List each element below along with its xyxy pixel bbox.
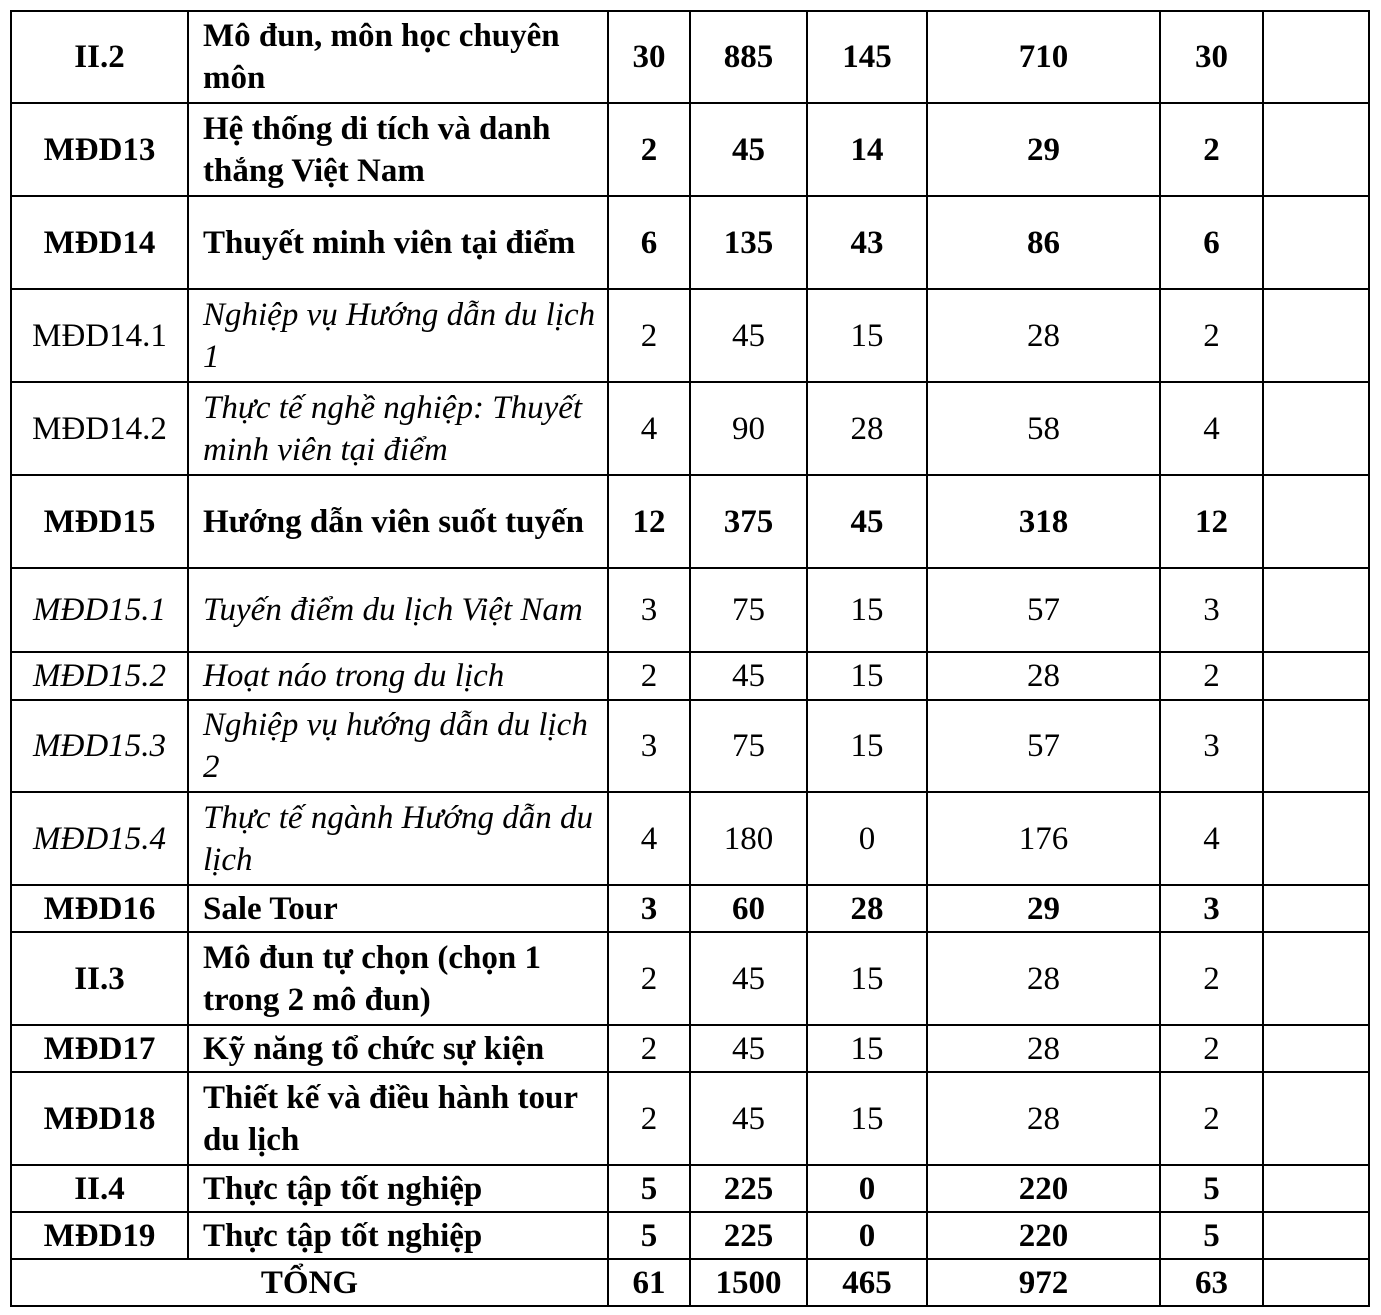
total-hours-sum-cell: 1500 — [690, 1259, 807, 1306]
theory-hours-cell: 0 — [807, 1212, 927, 1259]
module-code-cell: MĐD16 — [11, 885, 188, 932]
table-row — [11, 1212, 1369, 1259]
theory-hours-cell: 28 — [807, 885, 927, 932]
module-code-cell: II.3 — [11, 932, 188, 1025]
table-row — [11, 1165, 1369, 1212]
module-code-cell: II.4 — [11, 1165, 188, 1212]
theory-hours-cell: 15 — [807, 289, 927, 382]
exam-cell: 6 — [1160, 196, 1263, 289]
exam-cell: 12 — [1160, 475, 1263, 568]
note-cell — [1263, 382, 1369, 475]
note-cell — [1263, 652, 1369, 700]
total-hours-cell: 45 — [690, 289, 807, 382]
note-cell — [1263, 289, 1369, 382]
theory-hours-cell: 43 — [807, 196, 927, 289]
total-hours-cell: 225 — [690, 1165, 807, 1212]
practice-hours-cell: 220 — [927, 1165, 1160, 1212]
total-hours-cell: 45 — [690, 1072, 807, 1165]
theory-hours-cell: 28 — [807, 382, 927, 475]
note-cell — [1263, 103, 1369, 196]
practice-hours-cell: 220 — [927, 1212, 1160, 1259]
theory-hours-cell: 15 — [807, 568, 927, 652]
total-note-cell — [1263, 1259, 1369, 1306]
credits-cell: 5 — [608, 1165, 690, 1212]
credits-cell: 2 — [608, 652, 690, 700]
table-body — [11, 11, 1369, 1306]
theory-hours-cell: 15 — [807, 1025, 927, 1072]
practice-hours-cell: 318 — [927, 475, 1160, 568]
note-cell — [1263, 1212, 1369, 1259]
credits-cell: 4 — [608, 792, 690, 885]
module-name-cell: Hoạt náo trong du lịch — [188, 652, 608, 700]
theory-hours-cell: 0 — [807, 792, 927, 885]
table-row — [11, 196, 1369, 289]
exam-cell: 4 — [1160, 792, 1263, 885]
exam-cell: 2 — [1160, 932, 1263, 1025]
total-hours-cell: 75 — [690, 568, 807, 652]
total-hours-cell: 90 — [690, 382, 807, 475]
exam-cell: 2 — [1160, 652, 1263, 700]
exam-cell: 2 — [1160, 1072, 1263, 1165]
module-code-cell: MĐD15.3 — [11, 700, 188, 792]
note-cell — [1263, 1165, 1369, 1212]
theory-hours-cell: 14 — [807, 103, 927, 196]
exam-cell: 4 — [1160, 382, 1263, 475]
practice-hours-cell: 28 — [927, 1025, 1160, 1072]
table-row — [11, 382, 1369, 475]
table-row — [11, 792, 1369, 885]
total-hours-cell: 45 — [690, 932, 807, 1025]
module-name-cell: Thuyết minh viên tại điểm — [188, 196, 608, 289]
exam-cell: 3 — [1160, 700, 1263, 792]
module-code-cell: MĐD18 — [11, 1072, 188, 1165]
credits-cell: 4 — [608, 382, 690, 475]
credits-cell: 5 — [608, 1212, 690, 1259]
credits-cell: 3 — [608, 885, 690, 932]
theory-hours-cell: 0 — [807, 1165, 927, 1212]
curriculum-table — [10, 10, 1370, 1307]
credits-cell: 3 — [608, 700, 690, 792]
note-cell — [1263, 11, 1369, 103]
module-code-cell: MĐD14.2 — [11, 382, 188, 475]
total-label: TỔNG — [11, 1259, 608, 1306]
theory-hours-cell: 45 — [807, 475, 927, 568]
module-name-cell: Nghiệp vụ Hướng dẫn du lịch 1 — [188, 289, 608, 382]
table-row — [11, 1072, 1369, 1165]
theory-hours-cell: 15 — [807, 932, 927, 1025]
table-row — [11, 1025, 1369, 1072]
credits-cell: 2 — [608, 1025, 690, 1072]
module-code-cell: MĐD19 — [11, 1212, 188, 1259]
module-name-cell: Thực tập tốt nghiệp — [188, 1165, 608, 1212]
credits-cell: 30 — [608, 11, 690, 103]
exam-cell: 3 — [1160, 568, 1263, 652]
exam-cell: 3 — [1160, 885, 1263, 932]
module-code-cell: MĐD15.1 — [11, 568, 188, 652]
exam-cell: 2 — [1160, 103, 1263, 196]
module-name-cell: Thiết kế và điều hành tour du lịch — [188, 1072, 608, 1165]
module-code-cell: MĐD17 — [11, 1025, 188, 1072]
module-name-cell: Thực tập tốt nghiệp — [188, 1212, 608, 1259]
credits-cell: 2 — [608, 103, 690, 196]
practice-hours-cell: 29 — [927, 885, 1160, 932]
total-hours-cell: 375 — [690, 475, 807, 568]
table-row — [11, 652, 1369, 700]
table-row — [11, 885, 1369, 932]
note-cell — [1263, 885, 1369, 932]
table-row — [11, 103, 1369, 196]
table-row — [11, 932, 1369, 1025]
total-exam-cell: 63 — [1160, 1259, 1263, 1306]
total-practice-cell: 972 — [927, 1259, 1160, 1306]
table-row — [11, 11, 1369, 103]
practice-hours-cell: 58 — [927, 382, 1160, 475]
table-row — [11, 568, 1369, 652]
note-cell — [1263, 568, 1369, 652]
table-row — [11, 289, 1369, 382]
theory-hours-cell: 15 — [807, 700, 927, 792]
total-hours-cell: 45 — [690, 652, 807, 700]
practice-hours-cell: 57 — [927, 700, 1160, 792]
total-hours-cell: 135 — [690, 196, 807, 289]
theory-hours-cell: 15 — [807, 652, 927, 700]
total-hours-cell: 45 — [690, 1025, 807, 1072]
module-name-cell: Mô đun tự chọn (chọn 1 trong 2 mô đun) — [188, 932, 608, 1025]
practice-hours-cell: 57 — [927, 568, 1160, 652]
practice-hours-cell: 176 — [927, 792, 1160, 885]
table-row — [11, 475, 1369, 568]
practice-hours-cell: 28 — [927, 1072, 1160, 1165]
total-hours-cell: 180 — [690, 792, 807, 885]
total-hours-cell: 225 — [690, 1212, 807, 1259]
note-cell — [1263, 932, 1369, 1025]
module-name-cell: Hướng dẫn viên suốt tuyến — [188, 475, 608, 568]
module-name-cell: Thực tế ngành Hướng dẫn du lịch — [188, 792, 608, 885]
note-cell — [1263, 475, 1369, 568]
module-name-cell: Mô đun, môn học chuyên môn — [188, 11, 608, 103]
module-name-cell: Nghiệp vụ hướng dẫn du lịch 2 — [188, 700, 608, 792]
theory-hours-cell: 145 — [807, 11, 927, 103]
note-cell — [1263, 1025, 1369, 1072]
practice-hours-cell: 28 — [927, 289, 1160, 382]
credits-cell: 12 — [608, 475, 690, 568]
module-code-cell: MĐD13 — [11, 103, 188, 196]
module-name-cell: Hệ thống di tích và danh thắng Việt Nam — [188, 103, 608, 196]
total-hours-cell: 885 — [690, 11, 807, 103]
module-name-cell: Sale Tour — [188, 885, 608, 932]
exam-cell: 2 — [1160, 1025, 1263, 1072]
credits-cell: 2 — [608, 932, 690, 1025]
credits-cell: 6 — [608, 196, 690, 289]
total-theory-cell: 465 — [807, 1259, 927, 1306]
module-code-cell: MĐD15 — [11, 475, 188, 568]
module-code-cell: MĐD15.2 — [11, 652, 188, 700]
table-row — [11, 700, 1369, 792]
credits-cell: 3 — [608, 568, 690, 652]
total-credits-cell: 61 — [608, 1259, 690, 1306]
credits-cell: 2 — [608, 1072, 690, 1165]
module-code-cell: MĐD15.4 — [11, 792, 188, 885]
note-cell — [1263, 792, 1369, 885]
practice-hours-cell: 28 — [927, 932, 1160, 1025]
module-code-cell: MĐD14 — [11, 196, 188, 289]
module-name-cell: Tuyến điểm du lịch Việt Nam — [188, 568, 608, 652]
exam-cell: 2 — [1160, 289, 1263, 382]
module-name-cell: Thực tế nghề nghiệp: Thuyết minh viên tại điểm — [188, 382, 608, 475]
practice-hours-cell: 29 — [927, 103, 1160, 196]
practice-hours-cell: 710 — [927, 11, 1160, 103]
total-hours-cell: 60 — [690, 885, 807, 932]
credits-cell: 2 — [608, 289, 690, 382]
practice-hours-cell: 28 — [927, 652, 1160, 700]
note-cell — [1263, 700, 1369, 792]
total-hours-cell: 45 — [690, 103, 807, 196]
practice-hours-cell: 86 — [927, 196, 1160, 289]
exam-cell: 5 — [1160, 1165, 1263, 1212]
module-name-cell: Kỹ năng tổ chức sự kiện — [188, 1025, 608, 1072]
module-code-cell: II.2 — [11, 11, 188, 103]
total-hours-cell: 75 — [690, 700, 807, 792]
note-cell — [1263, 1072, 1369, 1165]
total-row — [11, 1259, 1369, 1306]
theory-hours-cell: 15 — [807, 1072, 927, 1165]
exam-cell: 5 — [1160, 1212, 1263, 1259]
note-cell — [1263, 196, 1369, 289]
exam-cell: 30 — [1160, 11, 1263, 103]
module-code-cell: MĐD14.1 — [11, 289, 188, 382]
